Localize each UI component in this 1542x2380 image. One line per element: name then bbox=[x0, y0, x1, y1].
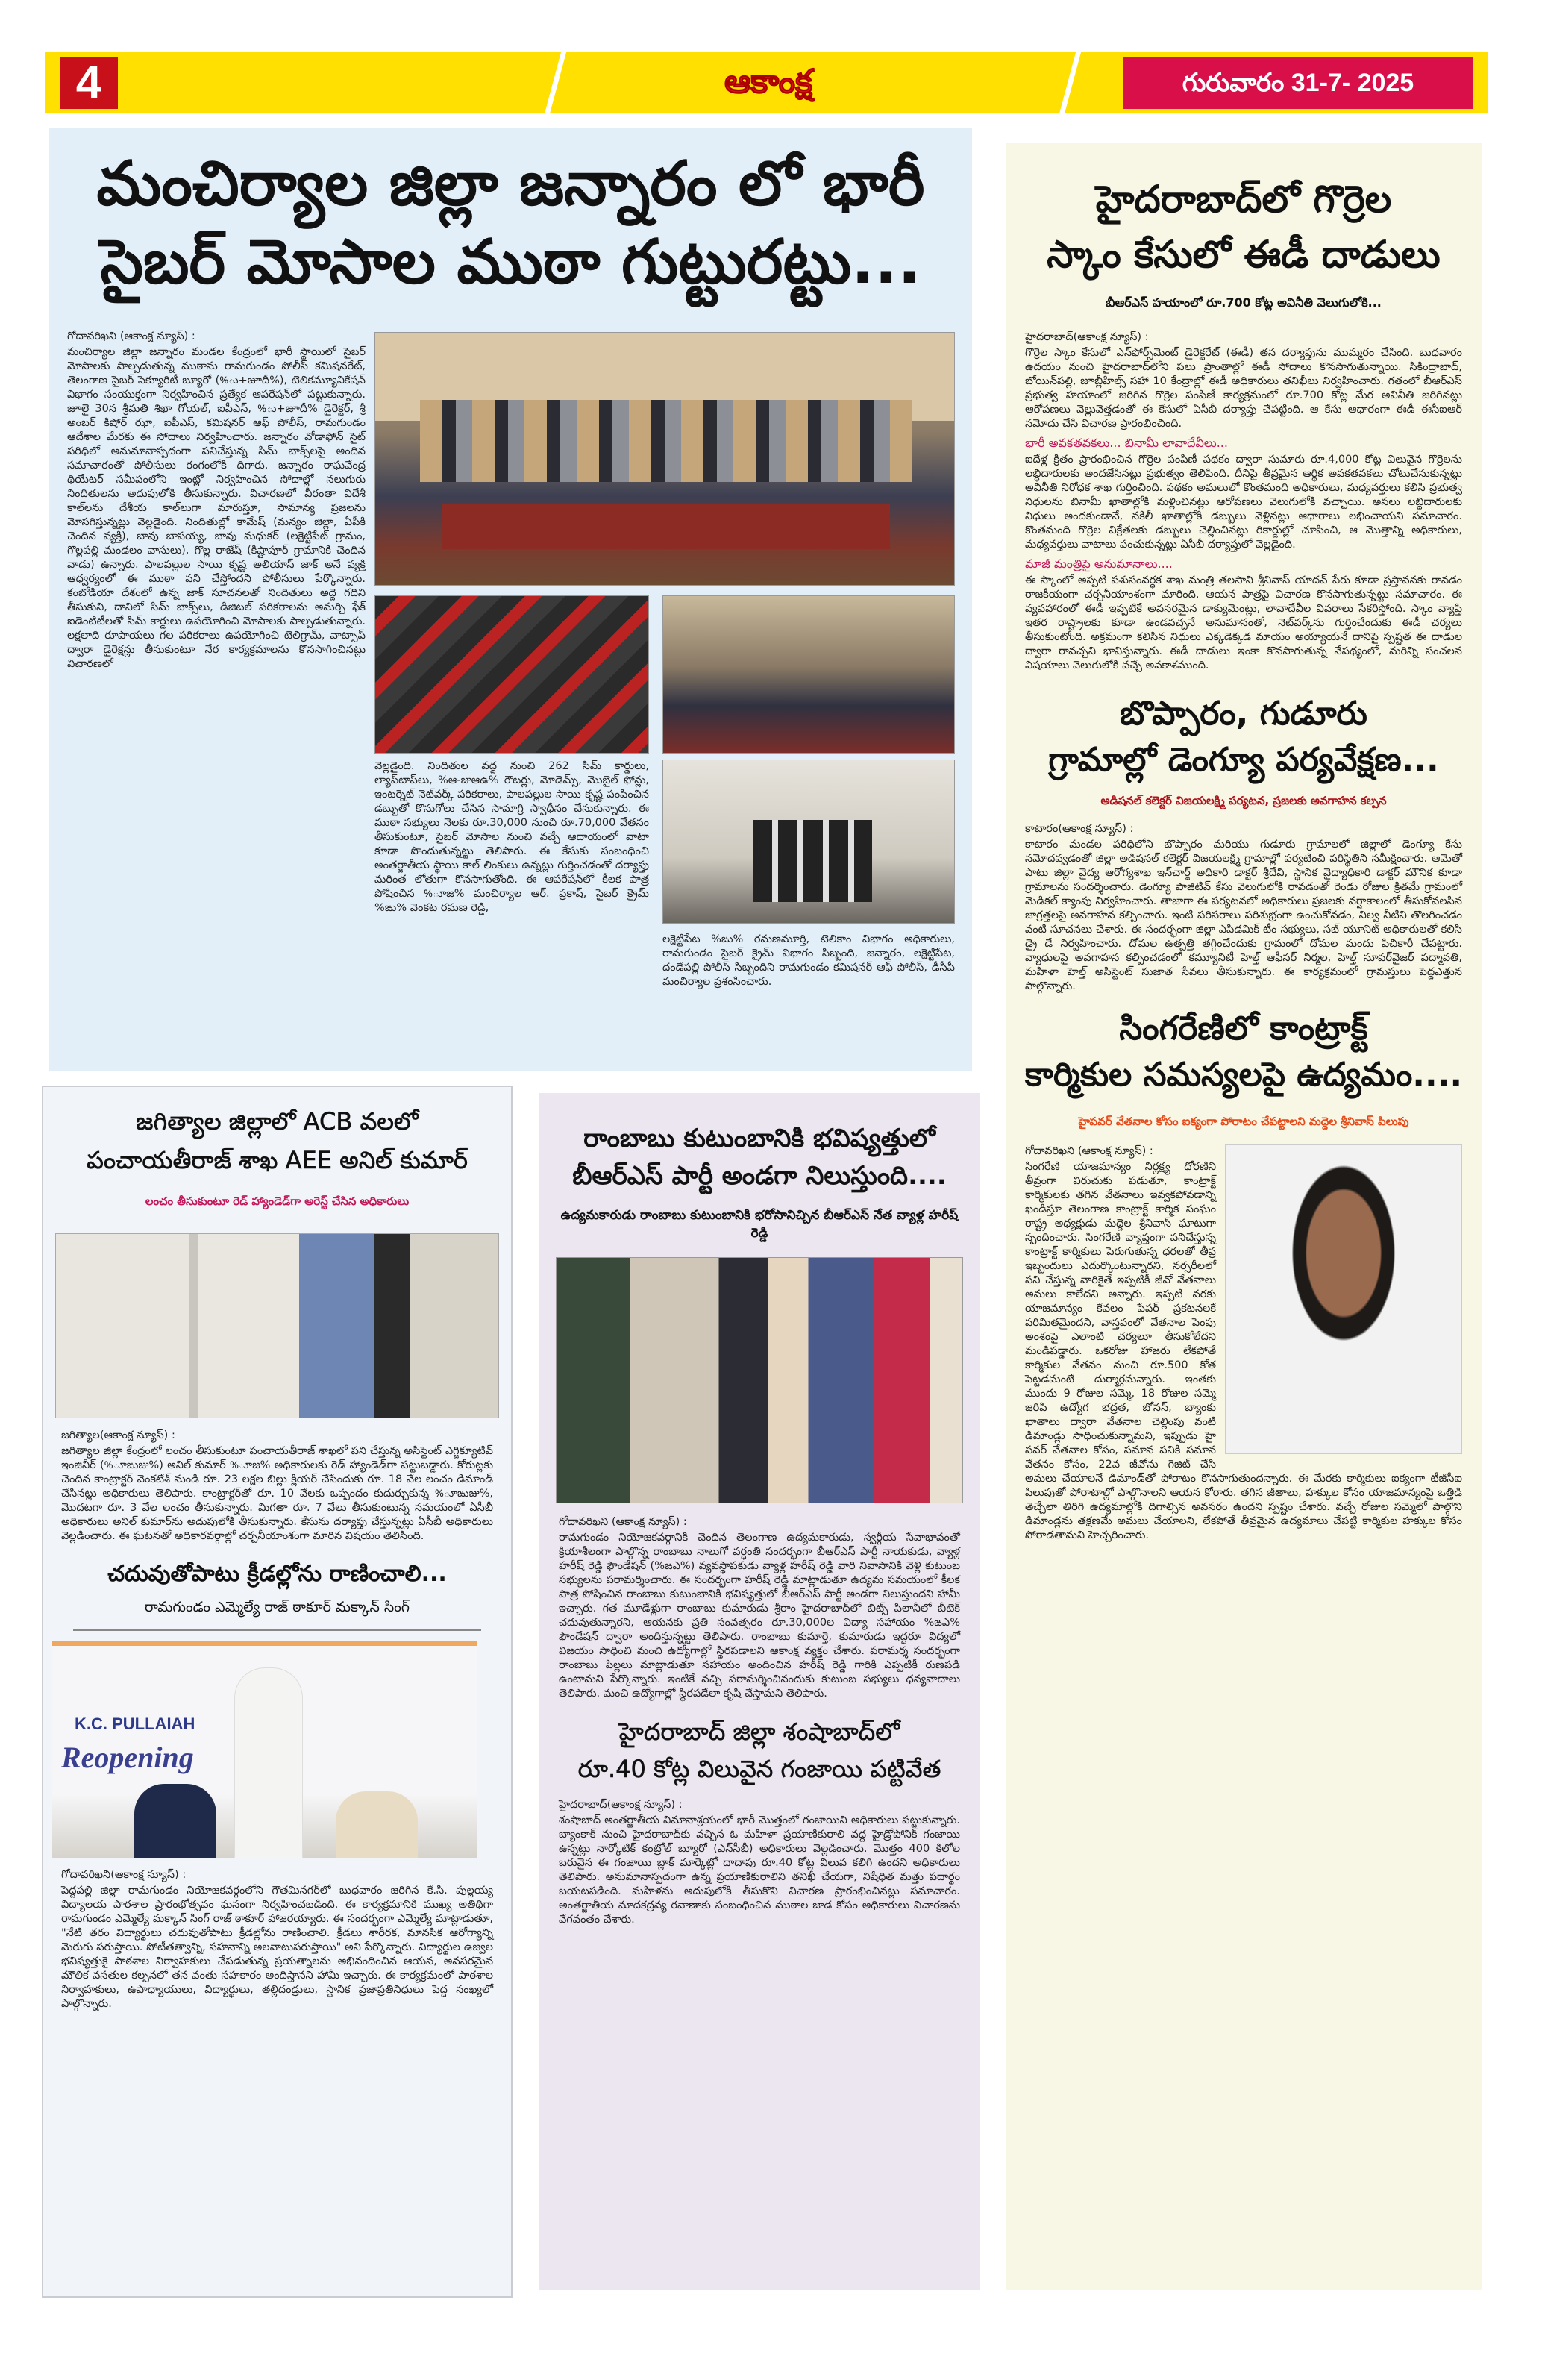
headline bbox=[1006, 172, 1482, 282]
headline-line: రూ.40 కోట్ల విలువైన గంజాయి పట్టివేత bbox=[577, 1755, 941, 1783]
subheadline: రామగుండం ఎమ్మెల్యే రాజ్ ఠాకూర్ మక్కాన్ సింగ్ bbox=[145, 1599, 410, 1615]
article-cyber-fraud bbox=[49, 128, 972, 1071]
headline bbox=[539, 1713, 980, 1788]
headline-line: సైబర్ మోసాల ముఠా గుట్టురట్టు... bbox=[100, 227, 921, 298]
paragraph: కాటారం మండల పరిధిలోని బొప్పారం మరియు గుడూరు గ్రామాలలో జిల్లాలో డెంగ్యూ కేసు నమోదవ్వడంతో జిల్లా అడిషనల్ కలెక్టర్ విజయలక్ష్మి గ్రామాల్లో పర్యటించి పరిస్థితిని సమీక్షించారు. ఆమెతో పాటు జిల్లా వైద్య ఆరోగ్యశాఖ ఇన్‌చార్జ్ అధికారి డాక్టర్ శ్రీదేవి, స్థానిక వైద్యాధికారి డాక్టర్ మౌనిక కూడా గ్రామాలను సందర్శించారు. డెంగ్యూ పాజిటివ్ కేసు వెలుగులోకి రావడంతో రెండు రోజుల క్రితమే గ్రామంలో మెడికల్ క్యాంపు నిర్వహించారు. తాజాగా ఈ పర్యటనలో అధికారులు ప్రజలకు వర్షాకాలంలో తీసుకోవలసిన జాగ్రత్తలపై అవగాహన కల్పించారు. ఇంటి పరిసరాలు పరిశుభ్రంగా ఉంచుకోవడం, నిల్వ నీటిని తొలగించడం వంటి సూచనలు చేశారు. ఈ సందర్భంగా జిల్లా ఎపిడమిక్ టీం సభ్యులు, సబ్ యూనిట్ అధికారులతో కలిసి డ్రై డే నిర్వహించారు. దోమల ఉత్పత్తి తగ్గించేందుకు గ్రామంలో దోమల మందు పిచికారీ చేపట్టారు. వ్యాధులపై అవగాహన కల్పించడంలో కమ్యూనిటీ హెల్త్ ఆఫీసర్ నిర్మల, హెల్త్ సూపర్‌వైజర్ పద్మావతి, మహిళా హెల్త్ అసిస్టెంట్ సుజాత సేవలు తీసుకున్నారు. ఈ కార్యక్రమంలో గ్రామస్తులు పెద్దఎత్తున పాల్గొన్నారు. bbox=[1025, 839, 1462, 992]
photo-table bbox=[442, 504, 890, 549]
photo-speaker bbox=[235, 1668, 302, 1858]
section-heading: మాజీ మంత్రిపై అనుమానాలు.... bbox=[1025, 557, 1173, 571]
photo-people bbox=[420, 400, 912, 482]
headline-line: గ్రామాల్లో డెంగ్యూ పర్యవేక్షణ... bbox=[1048, 741, 1439, 779]
photo-guest bbox=[134, 1784, 216, 1858]
dateline: జగిత్యాల(ఆకాంక్ష న్యూస్) : bbox=[61, 1429, 175, 1441]
headline-line: బీఆర్ఎస్ పార్టీ అండగా నిలుస్తుంది.... bbox=[572, 1161, 947, 1191]
newspaper-logo: ఆకాంక్ష bbox=[724, 63, 813, 100]
dateline: గోదావరిఖని (ఆకాంక్ష న్యూస్) : bbox=[1025, 1145, 1153, 1157]
headline-line: హైదరాబాద్‌లో గొర్రెల bbox=[1095, 178, 1392, 221]
dateline: హైదరాబాద్(ఆకాంక్ష న్యూస్) : bbox=[1025, 331, 1149, 343]
paragraph: ఐదేళ్ల క్రితం ప్రారంభించిన గొర్రెల పంపిణీ పథకం ద్వారా సుమారు రూ.4,000 కోట్ల విలువైన గొర్రెలను లబ్ధిదారులకు అందజేసినట్లు ప్రభుత్వం తెలిపింది. దీనిపై తీవ్రమైన ఆర్థిక అవకతవకలు చోటుచేసుకున్నట్లు అవినీతి నిరోధక శాఖ గుర్తించింది. పథకం అమలులో కొంతమంది అధికారులు, మధ్యవర్తులు కలిసి ప్రభుత్వ నిధులను బినామీ ఖాతాల్లోకి మళ్లించినట్లు ఆరోపణలు వెలుగులోకి వచ్చాయి. అసలు లబ్ధిదారులకు నిధులు అందకుండానే, నకిలీ ఖాతాల్లోకి డబ్బులు వెళ్లినట్లు ఆధారాలు లభించాయని సమాచారం. కొంతమంది గొర్రెల విక్రేతలకు డబ్బులు చెల్లించినట్లు రికార్డుల్లో చూపించి, ఆ మొత్తాన్ని అధికారులు, మధ్యవర్తులు వాటాలు పంచుకున్నట్లు ఏసీబీ దర్యాప్తులో వెల్లడైంది. bbox=[1025, 454, 1462, 551]
article-body bbox=[1006, 1144, 1482, 1543]
subheadline: లంచం తీసుకుంటూ రెడ్ హ్యాండెడ్‌గా అరెస్ట్ చేసిన అధికారులు bbox=[145, 1194, 410, 1208]
divider bbox=[1056, 52, 1082, 113]
photo-phones bbox=[753, 820, 872, 902]
headline bbox=[539, 1120, 980, 1194]
paragraph: రామగుండం నియోజకవర్గానికి చెందిన తెలంగాణ ఉద్యమకారుడు, స్వర్గీయ సేవాభావంతో క్రియాశీలంగా పాల్గొన్న రాంబాబు నాలుగో వర్ధంతి సందర్భంగా బీఆర్ఎస్ పార్టీ నాయకుడు, వ్యాళ్ల హరీష్ రెడ్డి ఫౌండేషన్ (%ఙఎ%) వ్యవస్థాపకుడు వ్యాళ్ల హరీష్ రెడ్డి వారి నివాసానికి వెళ్లి కుటుంబ సభ్యులను పరామర్శించారు. ఈ సందర్భంగా హరీష్ రెడ్డి మాట్లాడుతూ ఉద్యమ సమయంలో కీలక పాత్ర పోషించిన రాంబాబు కుటుంబానికి భవిష్యత్తులో బీఆర్ఎస్ పార్టీ అండగా నిలుస్తుందని హామీ ఇచ్చారు. గత మూడేళ్లుగా రాంబాబు కుమారుడు శ్రీరాం హైదరాబాద్‌లో బిట్స్ పిలానీలో బీటెక్ చదువుతున్నారని, ఆయనకు ప్రతి సంవత్సరం రూ.30,000ల విద్యా సహాయం %ఙఎ% ఫౌండేషన్ ద్వారా అందిస్తున్నట్టు తెలిపారు. రాంబాబు కుమార్తె, కుమారుడు ఇద్దరూ విద్యలో విజయం సాధించి మంచి ఉద్యోగాల్లో స్థిరపడాలని ఆకాంక్ష వ్యక్తం చేశారు. పరామర్శ సందర్భంగా రాంబాబు పిల్లలు మాట్లాడుతూ సహాయం అందించిన హరీష్ రెడ్డి గారికి ఎప్పటికీ రుణపడి ఉంటామని పేర్కొన్నారు. ఇంటికే వచ్చి పరామర్శించినందుకు కుటుంబ సభ్యులు ధన్యవాదాలు తెలిపారు. మంచి ఉద్యోగాల్లో స్థిరపడేలా కృషి చేస్తామని తెలిపారు. bbox=[559, 1532, 960, 1700]
paragraph: వెల్లడైంది. నిందితుల వద్ద నుంచి 262 సిమ్ కార్డులు, ల్యాప్‌టాప్‌లు, %ఆ-జుఆఉ% రౌటర్లు, మోడెమ్స్, మొబైల్ ఫోన్లు, ఇంటర్నెట్ నెట్‌వర్క్ పరికరాలు, పాలపల్లుల సాయి కృష్ణ పంపించిన డబ్బుతో కొనుగోలు చేసిన సామాగ్రి స్వాధీనం చేసుకున్నారు. ఈ ముఠా సభ్యులు నెలకు రూ.30,000 నుంచి రూ.70,000 వేతనం తీసుకుంటూ, సైబర్ మోసాల నుంచి వచ్చే ఆదాయంలో వాటా కూడా పొందుతున్నట్టు తెలిపారు. ఈ కేసుకు సంబంధించి అంతర్జాతీయ స్థాయి కాల్ లింకులు ఉన్నట్లు గుర్తించడంతో దర్యాప్తు మరింత లోతుగా కొనసాగుతోంది. ఈ ఆపరేషన్‌లో కీలక పాత్ర పోషించిన %ూజ% మంచిర్యాల ఆర్. ప్రకాష్, సైబర్ క్రైమ్ %ఙు% వెంకట రమణ రెడ్డి, bbox=[374, 760, 649, 914]
photo-seized-devices bbox=[662, 760, 955, 924]
headline bbox=[1006, 691, 1482, 783]
paragraph: మంచిర్యాల జిల్లా జన్నారం మండల కేంద్రంలో భారీ స్థాయిలో సైబర్ మోసాలకు పాల్పడుతున్న ముఠాను రామగుండం పోలీస్ కమిషనరేట్, తెలంగాణ సైబర్ సెక్యూరిటీ బ్యూరో (%ు+జూదీ%), టెలికమ్యూనికేషన్ విభాగం సంయుక్తంగా నిర్వహించిన ప్రత్యేక ఆపరేషన్‌లో పట్టుకున్నారు. జూలై 30న శ్రీమతి శిఖా గోయల్, ఐపీఎస్, %ు+జూదీ% డైరెక్టర్, శ్రీ అంబర్ కిషోర్ ఝా, ఐపీఎస్, కమిషనర్ ఆఫ్ పోలీస్, రామగుండం ఆదేశాల మేరకు ఈ సోదాలు నిర్వహించారు. జన్నారం వోడాఫోన్ సైట్ పరిధిలో అనుమానాస్పదంగా పనిచేస్తున్న సిమ్ బాక్స్‌లపై అందిన సమాచారంతో పోలీసులు రంగంలోకి దిగారు. జన్నారం రాఘవేంద్ర థియేటర్ సమీపంలోని ఇంట్లో నిర్వహించిన సోదాల్లో నలుగురు నిందితులను అదుపులోకి తీసుకున్నారు. విచారణలో వీరంతా విదేశీ కాల్‌లను దేశీయ కాల్‌లుగా మారుస్తూ, సామాన్య ప్రజలను మోసగిస్తున్నట్లు వెల్లడైంది. నిందితుల్లో కామేష్ (మన్యం జిల్లా, ఏపీకి చెందిన వ్యక్తి), బావు బాపయ్య, బావు మధుకర్ (లక్షెట్టిపేట్ గ్రామం, గొల్లపల్లి మండలం వాసులు), గొల్ల రాజేష్ (కిష్టాపూర్ గ్రామానికి చెందిన వాడు) ఉన్నారు. పాలపల్లుల సాయి కృష్ణ అలియాస్ జాక్ అనే వ్యక్తి ఆధ్వర్యంలో ఈ ముఠా పని చేస్తోందని పోలీసులు పేర్కొన్నారు. కంబోడియా దేశంలో ఉన్న జాక్ సూచనలతో నిందితులు అద్దె గదిని తీసుకుని, దానిలో సిమ్ బాక్స్‌లు, డిజిటల్ పరికరాలను అమర్చి ఫేక్ ఐడెంటిటీలతో సిమ్ కార్డులు ఉపయోగించి మోసాలకు పాల్పడుతున్నారు. లక్షలాది రూపాయలు గల పరికరాలు ఉపయోగించి టెలిగ్రామ్, వాట్సాప్ ద్వారా డైరెక్షన్లు తీసుకుంటూ నేర కార్యక్రమాలను కొనసాగించినట్లు విచారణలో bbox=[67, 346, 366, 670]
article-body bbox=[662, 933, 955, 991]
headline-line: రాంబాబు కుటుంబానికి భవిష్యత్తులో bbox=[583, 1124, 935, 1153]
photo-family-visit bbox=[556, 1257, 963, 1503]
paragraph: శంషాబాద్ అంతర్జాతీయ విమానాశ్రయంలో భారీ మొత్తంలో గంజాయిని అధికారులు పట్టుకున్నారు. బ్యాంకాక్ నుంచి హైదరాబాద్‌కు వచ్చిన ఓ మహిళా ప్రయాణికురాలి వద్ద హైడ్రోపోనిక్ గంజాయి ఉన్నట్లు నార్కోటిక్ కంట్రోల్ బ్యూరో (ఎన్‌సీబీ) అధికారులు వెల్లడించారు. మొత్తం 400 కిలోల బరువైన ఈ గంజాయి బ్లాక్ మార్కెట్లో దాదాపు రూ.40 కోట్ల విలువ కలిగి ఉందని అధికారులు తెలిపారు. అనుమానాస్పదంగా ఉన్న ప్రయాణికురాలిని తనిఖీ చేయగా, నిషేధిత మత్తు పదార్థం బయటపడింది. మహిళను అదుపులోకి తీసుకొని విచారణ ప్రారంభించినట్లు సమాచారం. అంతర్జాతీయ మాదకద్రవ్య రవాణాకు సంబంధించిన ముఠాల జాడ కోసం అధికారులు విచారణను వేగవంతం చేశారు. bbox=[559, 1814, 960, 1926]
issue-date: గురువారం 31-7- 2025 bbox=[1123, 57, 1473, 109]
headline-line: హైదరాబాద్ జిల్లా శంషాబాద్‌లో bbox=[618, 1717, 900, 1746]
dateline: కాటారం(ఆకాంక్ష న్యూస్) : bbox=[1025, 823, 1134, 835]
masthead bbox=[45, 52, 1488, 113]
photo-guest bbox=[336, 1791, 418, 1858]
headline-line: బొప్పారం, గుడూరు bbox=[1120, 695, 1367, 733]
article-body bbox=[539, 1788, 980, 1927]
paragraph: సింగరేణి యాజమాన్యం నిర్లక్ష్య ధోరణిని తీవ్రంగా విరుచుకు పడుతూ, కాంట్రాక్ట్ కార్మికులకు తగిన వేతనాలు ఇవ్వకపోవడాన్ని ఖండిస్తూ తెలంగాణ కాంట్రాక్ట్ కార్మిక సంఘం రాష్ట్ర అధ్యక్షుడు మద్దెల శ్రీనివాస్ ఘాటుగా స్పందించారు. సింగరేణి వ్యాప్తంగా పనిచేస్తున్న కాంట్రాక్ట్ కార్మికులు పెరుగుతున్న ధరలతో తీవ్ర ఇబ్బందులు ఎదుర్కొంటున్నారని, నర్సరీలలో పని చేస్తున్న వారికైతే ఇప్పటికీ జీవో వేతనాలు అమలు కాలేదని అన్నారు. ఇప్పటి వరకు యాజమాన్యం కేవలం పేపర్ ప్రకటనలకే పరిమితమైందని, వాస్తవంలో వేతనాల పెంపు అంశంపై ఎలాంటి చర్యలూ తీసుకోలేదని మండిపడ్డారు. ఒకరోజు హాజరు లేకపోతే కార్మికుల వేతనం నుంచి రూ.500 కోత పెట్టడమంటే దుర్మార్గమన్నారు. ఇంతకు ముందు 9 రోజుల సమ్మె, 18 రోజుల సమ్మె జరిపి ఉద్యోగ భద్రత, బోనస్, బ్యాంకు ఖాతాలు ద్వారా వేతనాల చెల్లింపు వంటి డిమాండ్లు సాధించుకున్నామని, ఇప్పుడు హై పవర్ వేతనాల కోసం, సమాన పనికి సమాన వేతనం కోసం, 22వ జీవోను గెజిట్ చేసి అమలు చేయాలనే డిమాండ్‌తో పోరాటం కొనసాగుతుందన్నారు. ఈ మేరకు కార్మికులు ఐక్యంగా టీజీసీఐ పిలుపుతో పోరాటాల్లో పాల్గొనాలని ఆయన కోరారు. తగిన జీతాలు, హక్కుల కోసం యాజమాన్యంపై ఒత్తిడి తెచ్చేలా తిరిగి ఉద్యమాల్లోకి దిగాల్సిన అవసరం ఉందని స్పష్టం చేశారు. వచ్చే రోజుల సమ్మెలో పాల్గొని డిమాండ్లను తక్షణమే అమలు చేయాలని, లేకపోతే తీవ్రమైన ఉద్యమాలు చేపట్టి కార్మికుల హక్కుల కోసం పోరాడతామని హెచ్చరించారు. bbox=[1025, 1161, 1462, 1541]
headline: చదువుతోపాటు క్రీడల్లోను రాణించాలి... bbox=[107, 1561, 447, 1587]
section-heading: భారీ అవకతవకలు... బినామీ లావాదేవీలు... bbox=[1025, 436, 1228, 450]
divider bbox=[541, 52, 568, 113]
photo-madela-srinivas bbox=[1225, 1144, 1462, 1454]
headline-line: కార్మికుల సమస్యలపై ఉద్యమం.... bbox=[1024, 1056, 1463, 1094]
right-column bbox=[1006, 143, 1482, 2290]
paragraph: ఈ స్కాంలో అప్పటి పశుసంవర్ధక శాఖ మంత్రి తలసాని శ్రీనివాస్ యాదవ్ పేరు కూడా ప్రస్తావనకు రావడం రాజకీయంగా చర్చనీయాంశంగా మారింది. ఆయన పాత్రపై విచారణ కొనసాగుతున్నట్టు సమాచారం. ఈ వ్యవహారంలో ఈడీ ఇప్పటికే అవసరమైన డాక్యుమెంట్లు, లావాదేవీల వివరాలు సేకరిస్తోంది. స్కాం వ్యాప్తి ఇతర రాష్ట్రాలకు కూడా ఉండవచ్చనే అనుమానంతో, నెట్‌వర్క్‌ను గుర్తించేందుకు ఈడీ చర్యలు తీసుకుంటోంది. అక్రమంగా కలిసిన నిధులు ఎక్కడెక్కడ మాయం అయ్యాయనే దానిపై స్పష్టత ఈ దాడుల ద్వారా రావచ్చని భావిస్తున్నారు. ఈడీ దాడులు ఇంకా కొనసాగుతున్న నేపథ్యంలో, మరిన్ని సంచలన విషయాలు వెలుగులోకి వచ్చే అవకాశముంది. bbox=[1025, 574, 1462, 671]
headline bbox=[1006, 1006, 1482, 1098]
photo-school-opening bbox=[52, 1641, 477, 1858]
article-body bbox=[1006, 822, 1482, 994]
photo-police-press-meet bbox=[374, 332, 955, 586]
divider bbox=[73, 1629, 481, 1631]
paragraph: లక్షెట్టిపేట %ఙు% రమణమూర్తి, టెలికాం విభాగం అధికారులు, రామగుండం సైబర్ క్రైమ్ విభాగం సిబ్బంది, జన్నారం, లక్షెట్టిపేట, దండేపల్లి పోలీస్ సిబ్బందిని రామగుండం కమిషనర్ ఆఫ్ పోలీస్, డీసీపీ మంచిర్యాల ప్రశంసించారు. bbox=[662, 933, 955, 988]
paragraph: పెద్దపల్లి జిల్లా రామగుండం నియోజకవర్గంలోని గౌతమినగర్‌లో బుధవారం జరిగిన కే.సి. పుల్లయ్య విద్యాలయ పాఠశాల ప్రారంభోత్సవం ఘనంగా నిర్వహించబడింది. ఈ కార్యక్రమానికి ముఖ్య అతిథిగా రామగుండం ఎమ్మెల్యే మక్కాన్ సింగ్ రాజ్ ఠాకూర్ హాజరయ్యారు. ఈ సందర్భంగా ఎమ్మెల్యే మాట్లాడుతూ, "నేటి తరం విద్యార్థులు చదువుతోపాటు క్రీడల్లోను రాణించాలి. క్రీడలు శారీరక, మానసిక ఆరోగ్యాన్ని మెరుగు పరుస్తాయి. పోటీతత్వాన్ని, సహనాన్ని అలవాటుపరుస్తాయి" అని పేర్కొన్నారు. విద్యార్థుల ఉజ్వల భవిష్యత్తుకై పాఠశాల నిర్వాహకులు చేపడుతున్న ప్రయత్నాలను అభినందించిన ఆయన, అవసరమైన మౌలిక వసతుల కల్పనలో తన వంతు సహకారం అందిస్తానని హామీ ఇచ్చారు. ఈ కార్యక్రమంలో పాఠశాల నిర్వాహకులు, ఉపాధ్యాయులు, విద్యార్థులు, తల్లిదండ్రులు, స్థానిక ప్రజాప్రతినిధులు పెద్ద సంఖ్యలో పాల్గొన్నారు. bbox=[61, 1885, 493, 2010]
headline-line: సింగరేణిలో కాంట్రాక్ట్ bbox=[1119, 1009, 1368, 1047]
subheadline: హైపవర్ వేతనాల కోసం ఐక్యంగా పోరాటం చేపట్టాలని మద్దెల శ్రీనివాస్ పిలుపు bbox=[1078, 1115, 1409, 1128]
headline-line: పంచాయతీరాజ్ శాఖ AEE అనిల్ కుమార్ bbox=[87, 1146, 468, 1174]
article-body bbox=[374, 760, 649, 917]
banner-text: Reopening bbox=[61, 1741, 194, 1774]
page-number: 4 bbox=[60, 57, 118, 109]
banner-text: K.C. PULLAIAH bbox=[75, 1714, 195, 1733]
dateline: గోదావరిఖని (ఆకాంక్ష న్యూస్) : bbox=[67, 331, 195, 342]
subheadline: ఉద్యమకారుడు రాంబాబు కుటుంబానికి భరోసానిచ్చిన బీఆర్ఎస్ నేత వ్యాళ్ల హరీష్ రెడ్డి bbox=[560, 1208, 959, 1241]
article-body bbox=[1006, 331, 1482, 673]
paragraph: గొర్రెల స్కాం కేసులో ఎన్‌ఫోర్స్‌మెంట్ డైరెక్టరేట్ (ఈడీ) తన దర్యాప్తును ముమ్మరం చేసింది. బుధవారం ఉదయం నుంచి హైదరాబాద్‌లోని పలు ప్రాంతాల్లో ఈడీ సోదాలు కొనసాగుతున్నాయి. సికింద్రాబాద్, బోయిన్‌పల్లి, జూబ్లీహిల్స్ సహా 10 కేంద్రాల్లో ఈడీ అధికారులు తనిఖీలు నిర్వహించారు. గతంలో బీఆర్ఎస్ ప్రభుత్వ హయాంలో జరిగిన గొర్రెల పంపిణీ కార్యక్రమంలో రూ.700 కోట్ల మేర అవినీతి జరిగినట్లు ఆరోపణలు వెల్లువెత్తడంతో ఈ కేసులో ఏసీబీ దర్యాప్తు చేపట్టింది. ఆ కేసు ఆధారంగా ఈడీ ఈసీఐఆర్ నమోదు చేసి విచారణ ప్రారంభించింది. bbox=[1025, 347, 1462, 430]
headline-line: స్కాం కేసులో ఈడీ దాడులు bbox=[1047, 233, 1441, 276]
headline-line: మంచిర్యాల జిల్లా జన్నారం లో భారీ bbox=[96, 148, 925, 219]
headline-line: జగిత్యాల జిల్లాలో ACB వలలో bbox=[136, 1107, 419, 1136]
article-body bbox=[67, 330, 366, 673]
article-body bbox=[539, 1503, 980, 1701]
photo-aee-anil-kumar bbox=[55, 1233, 499, 1418]
subheadline: అడిషనల్ కలెక్టర్ విజయలక్ష్మి పర్యటన, ప్రజలకు అవగాహన కల్పన bbox=[1100, 794, 1387, 807]
middle-bottom-column bbox=[539, 1093, 980, 2290]
dateline: గోదావరిఖని(ఆకాంక్ష న్యూస్) : bbox=[61, 1869, 187, 1881]
headline bbox=[49, 145, 972, 301]
dateline: హైదరాబాద్(ఆకాంక్ష న్యూస్) : bbox=[559, 1799, 683, 1811]
article-body bbox=[43, 1418, 511, 1544]
photo-accused-with-police bbox=[662, 595, 955, 754]
article-body bbox=[43, 1858, 511, 2011]
paragraph: జగిత్యాల జిల్లా కేంద్రంలో లంచం తీసుకుంటూ పంచాయతీరాజ్ శాఖలో పని చేస్తున్న అసిస్టెంట్ ఎగ్జిక్యూటివ్ ఇంజినీర్ (%ూఙుజు%) అనిల్ కుమార్ %ూజ% అధికారులకు రెడ్ హ్యాండెడ్‌గా పట్టుబడ్డారు. కోరుట్లకు చెందిన కాంట్రాక్టర్ వెంకటేశ్ నుండి రూ. 23 లక్షల బిల్లు క్లియర్ చేసేందుకు రూ. 18 వేల లంచం డిమాండ్ చేసినట్లు అధికారులు తెలిపారు. కాంట్రాక్టర్‌తో రూ. 10 వేలకు ఒప్పందం కుదుర్చుకున్న %ూఙుజు%, మొదటగా రూ. 3 వేల లంచం తీసుకున్నారు. మిగతా రూ. 7 వేలు తీసుకుంటున్న సమయంలో ఏసీబీ అధికారులు అనిల్ కుమార్‌ను అదుపులోకి తీసుకున్నారు. కేసును దర్యాప్తు చేస్తున్నట్లు ఏసీబీ అధికారులు వెల్లడించారు. ఈ ఘటనతో అధికారవర్గాల్లో చర్చనీయాంశంగా మారిన విషయం తెలిసింది. bbox=[61, 1445, 493, 1542]
left-bottom-column bbox=[42, 1086, 513, 2298]
photo-seized-sim-cards bbox=[374, 595, 649, 754]
dateline: గోదావరిఖని (ఆకాంక్ష న్యూస్) : bbox=[559, 1516, 687, 1528]
subheadline: బీఆర్ఎస్ హయాంలో రూ.700 కోట్ల అవినీతి వెలుగులోకి... bbox=[1106, 295, 1382, 310]
headline bbox=[43, 1102, 511, 1180]
